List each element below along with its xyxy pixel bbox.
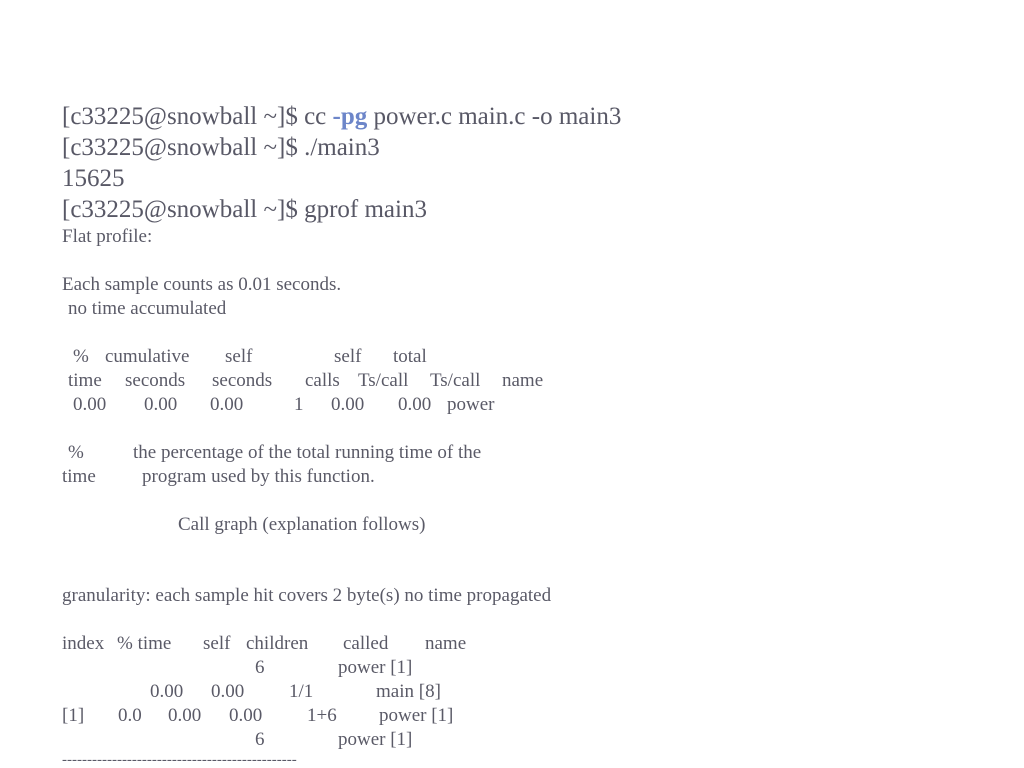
cg-header-name: name (425, 633, 467, 654)
cg-row-called: 6 (255, 729, 265, 750)
flat-header-total: total (393, 346, 427, 367)
flat-header-self: self (225, 346, 253, 367)
gprof-command: [c33225@snowball ~]$ gprof main3 (62, 196, 427, 223)
cg-row-name: power [1] (338, 657, 413, 678)
flat-header-total-tscall: Ts/call (430, 370, 481, 391)
cg-row-self: 0.00 (150, 681, 184, 702)
cg-row-name: power [1] (338, 729, 413, 750)
cg-row-called: 1+6 (307, 705, 337, 726)
flat-row-self-ts: 0.00 (331, 394, 365, 415)
flat-header-self-ts: self (334, 346, 362, 367)
run-command: [c33225@snowball ~]$ ./main3 (62, 134, 380, 161)
cg-row-name: power [1] (379, 705, 454, 726)
pg-flag: -pg (332, 103, 368, 130)
flat-header-calls: calls (305, 370, 340, 391)
flat-header-seconds: seconds (125, 370, 186, 391)
flat-profile-title: Flat profile: (62, 226, 153, 247)
compile-command-suffix: power.c main.c -o main3 (367, 103, 622, 130)
flat-row-self: 0.00 (210, 394, 244, 415)
cg-row-self: 0.00 (168, 705, 202, 726)
explain-text-1: the percentage of the total running time of the (133, 442, 482, 463)
granularity-note: granularity: each sample hit covers 2 byte(s) no time propagated (62, 585, 552, 606)
flat-header-cumulative: cumulative (105, 346, 190, 367)
explain-text-2: program used by this function. (142, 466, 375, 487)
cg-header-index: index (62, 633, 105, 654)
cg-row-called: 6 (255, 657, 265, 678)
flat-header-name: name (502, 370, 544, 391)
cg-row-index: [1] (62, 705, 85, 726)
call-graph-title: Call graph (explanation follows) (178, 514, 426, 535)
cg-row-name: main [8] (376, 681, 441, 702)
cg-header-children: children (246, 633, 309, 654)
compile-command (62, 102, 621, 132)
cg-header-pct-time: % time (117, 633, 172, 654)
flat-header-self-tscall: Ts/call (358, 370, 409, 391)
flat-header-seconds-self: seconds (212, 370, 273, 391)
program-output: 15625 (62, 165, 125, 192)
flat-row-name: power (447, 394, 495, 415)
cg-row-called: 1/1 (289, 681, 314, 702)
cg-separator: ----------------------------------------------- (62, 752, 297, 768)
compile-command-prefix: [c33225@snowball ~]$ cc (62, 103, 333, 130)
flat-header-pct: % (73, 346, 89, 367)
sample-note: Each sample counts as 0.01 seconds. (62, 274, 342, 295)
flat-row-pct-time: 0.00 (73, 394, 107, 415)
accumulation-note: no time accumulated (68, 298, 227, 319)
cg-row-pct-time: 0.0 (118, 705, 142, 726)
cg-row-children: 0.00 (211, 681, 245, 702)
cg-row-children: 0.00 (229, 705, 263, 726)
flat-row-cumulative: 0.00 (144, 394, 178, 415)
cg-header-called: called (343, 633, 389, 654)
flat-row-calls: 1 (294, 394, 304, 415)
explain-pct: % (68, 442, 84, 463)
cg-header-self: self (203, 633, 231, 654)
flat-row-total-ts: 0.00 (398, 394, 432, 415)
explain-time: time (62, 466, 96, 487)
flat-header-time: time (68, 370, 102, 391)
